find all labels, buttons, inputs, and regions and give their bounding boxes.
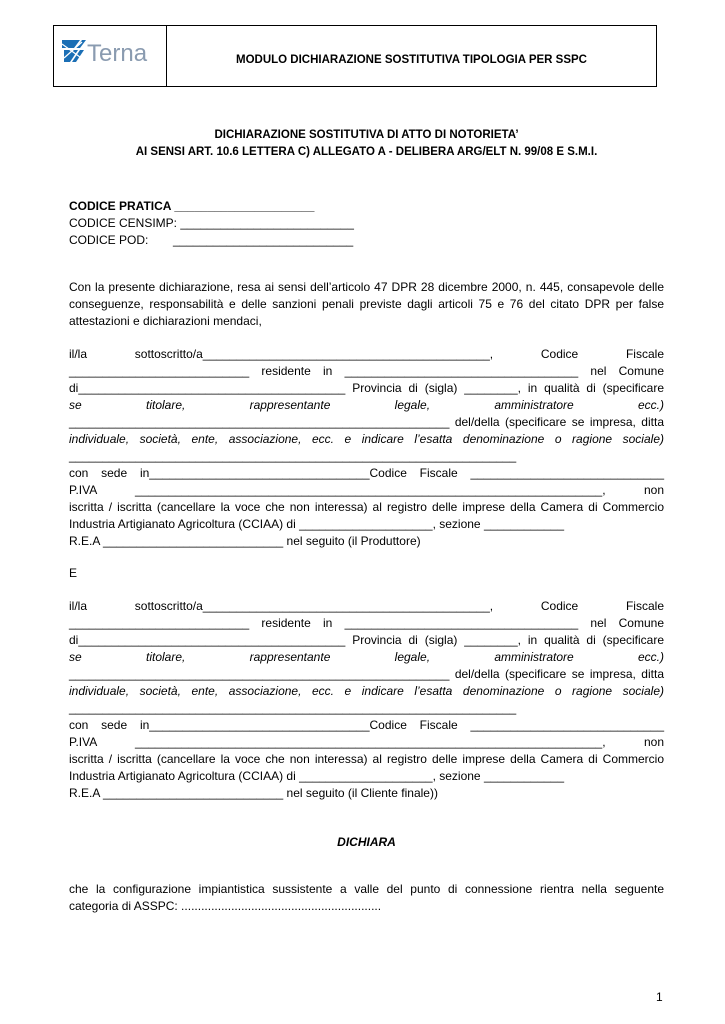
header-title: MODULO DICHIARAZIONE SOSTITUTIVA TIPOLOGIA PER SSPC — [236, 54, 587, 66]
form-line: se titolare, rappresentante legale, amministratore ecc.) — [69, 398, 664, 412]
form-line: se titolare, rappresentante legale, amministratore ecc.) — [69, 650, 664, 664]
document-header — [53, 25, 657, 87]
form-line[interactable]: Industria Artigianato Agricoltura (CCIAA) di ____________________, sezione ____________ — [69, 517, 565, 531]
form-line[interactable]: _________________________________________________________ del/della (specificare se impresa, ditta — [69, 415, 664, 429]
form-line[interactable]: con sede in_________________________________Codice Fiscale _____________________________ — [69, 718, 664, 732]
intro-line: attestazioni e dichiarazioni mendaci, — [69, 314, 262, 328]
codice-censimp-field[interactable]: CODICE CENSIMP: __________________________ — [69, 216, 354, 230]
form-line[interactable]: il/la sottoscritto/a___________________________________________, Codice Fiscale — [69, 347, 664, 361]
form-line[interactable]: Industria Artigianato Agricoltura (CCIAA) di ____________________, sezione ____________ — [69, 769, 565, 783]
final-line: che la configurazione impiantistica sussistente a valle del punto di connessione rientra nella seguente — [69, 882, 664, 896]
form-line: iscritta / iscritta (cancellare la voce che non interessa) al registro delle imprese della Camera di Commercio — [69, 500, 664, 514]
codice-pod-label: CODICE POD: — [69, 233, 149, 247]
codice-pratica-field[interactable]: CODICE PRATICA _____________________ — [69, 199, 315, 213]
form-line[interactable]: R.E.A ___________________________ nel seguito (il Produttore) — [69, 534, 421, 548]
form-line[interactable]: P.IVA ______________________________________________________________________, non — [69, 735, 664, 749]
form-line[interactable]: R.E.A ___________________________ nel seguito (il Cliente finale)) — [69, 786, 438, 800]
form-line: iscritta / iscritta (cancellare la voce che non interessa) al registro delle imprese della Camera di Commercio — [69, 752, 664, 766]
codes-section — [69, 198, 664, 249]
producer-block — [69, 346, 664, 550]
form-line[interactable]: _________________________________________________________ del/della (specificare se impresa, ditta — [69, 667, 664, 681]
dichiara-heading: DICHIARA — [337, 835, 396, 849]
client-block — [69, 598, 664, 802]
form-line[interactable]: ___________________________ residente in ___________________________________ nel Comune — [69, 364, 664, 378]
form-line[interactable]: di________________________________________ Provincia di (sigla) ________, in qualità di (specificare — [69, 381, 664, 395]
and-text: E — [69, 566, 78, 580]
intro-line: Con la presente dichiarazione, resa ai sensi dell’articolo 47 DPR 28 dicembre 2000, n. 445, consapevole delle — [69, 280, 664, 294]
title-line-2: AI SENSI ART. 10.6 LETTERA C) ALLEGATO A - DELIBERA ARG/ELT N. 99/08 E S.M.I. — [135, 146, 598, 158]
form-line[interactable]: il/la sottoscritto/a___________________________________________, Codice Fiscale — [69, 599, 664, 613]
form-line[interactable]: ___________________________________________________________________ — [69, 701, 517, 715]
final-line[interactable]: categoria di ASSPC: ............................................................ — [69, 899, 382, 913]
page-number: 1 — [656, 990, 663, 1004]
form-line[interactable]: con sede in_________________________________Codice Fiscale _____________________________ — [69, 466, 664, 480]
logo-text: Terna — [87, 40, 148, 67]
final-paragraph — [69, 881, 664, 915]
codice-pod-line: ___________________________ — [173, 233, 354, 247]
title-line-1: DICHIARAZIONE SOSTITUTIVA DI ATTO DI NOTORIETA’ — [214, 129, 519, 141]
intro-paragraph — [69, 279, 664, 330]
document-title — [69, 127, 664, 161]
form-line: individuale, società, ente, associazione, ecc. e indicare l’esatta denominazione o ragione sociale) — [69, 684, 664, 698]
form-line: individuale, società, ente, associazione, ecc. e indicare l’esatta denominazione o ragione sociale) — [69, 432, 664, 446]
form-line[interactable]: ___________________________________________________________________ — [69, 449, 517, 463]
codice-pod-field[interactable] — [69, 232, 664, 249]
form-line[interactable]: di________________________________________ Provincia di (sigla) ________, in qualità di (specificare — [69, 633, 664, 647]
form-line[interactable]: P.IVA ______________________________________________________________________, non — [69, 483, 664, 497]
intro-line: conseguenze, responsabilità e delle sanzioni penali previste dagli articoli 75 e 76 del citato DPR per false — [69, 297, 664, 311]
terna-logo-icon — [60, 34, 160, 74]
logo-cell — [54, 26, 167, 86]
form-line[interactable]: ___________________________ residente in ___________________________________ nel Comune — [69, 616, 664, 630]
